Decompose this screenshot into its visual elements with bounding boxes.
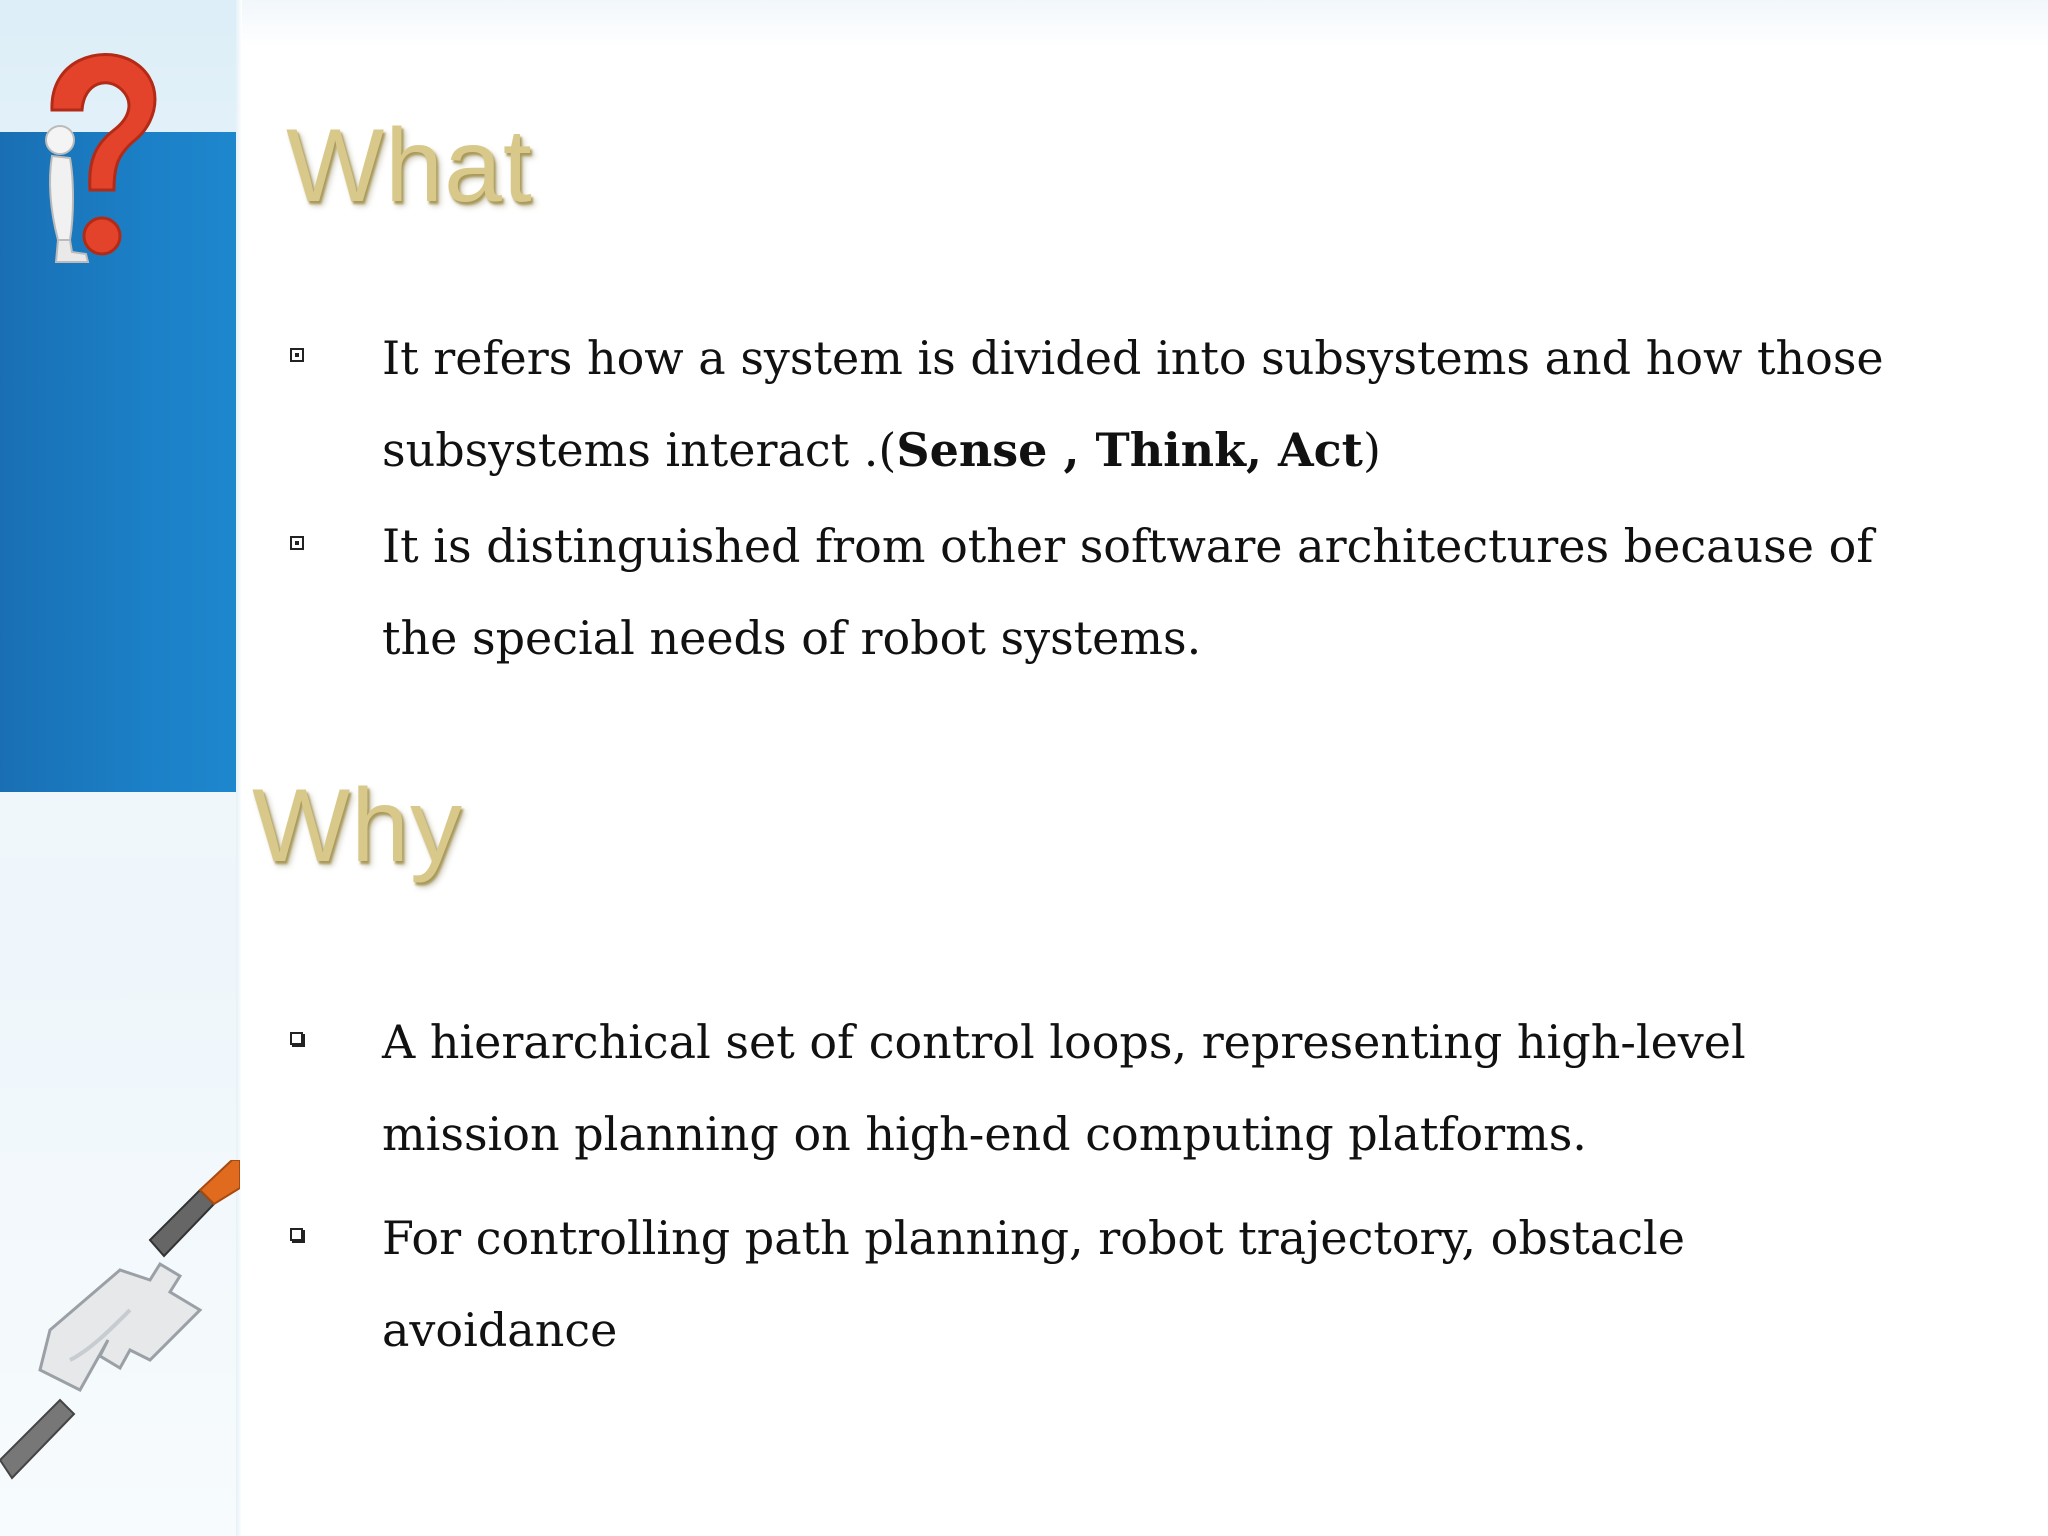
list-item [290, 1192, 1910, 1376]
bullet-text-before: It refers how a system is divided into subsystems and how those subsystems interact .( [382, 331, 1884, 477]
bullet-bold-text: Sense , Think, Act [896, 423, 1363, 477]
heading-what: What [286, 108, 533, 224]
bullet-text-after: ) [1362, 423, 1381, 477]
hollow-square-bullet-icon [290, 1228, 303, 1241]
bullet-text: A hierarchical set of control loops, representing high-level mission planning on high-end computing platforms. [382, 1015, 1746, 1161]
bullet-text: For controlling path planning, robot trajectory, obstacle avoidance [382, 1211, 1685, 1357]
heading-why: Why [252, 768, 463, 884]
question-mark-figure-icon [30, 40, 170, 270]
box-dot-bullet-icon [290, 536, 304, 550]
bullet-text: It is distinguished from other software architectures because of the special needs of robot systems. [382, 519, 1874, 665]
robot-arm-puzzle-icon [0, 1160, 240, 1480]
why-bullet-list [290, 996, 1910, 1388]
hollow-square-bullet-icon [290, 1032, 303, 1045]
list-item [290, 500, 1910, 684]
top-fade [242, 0, 2048, 48]
list-item [290, 312, 1910, 496]
what-bullet-list [290, 312, 1910, 688]
list-item [290, 996, 1910, 1180]
box-dot-bullet-icon [290, 348, 304, 362]
